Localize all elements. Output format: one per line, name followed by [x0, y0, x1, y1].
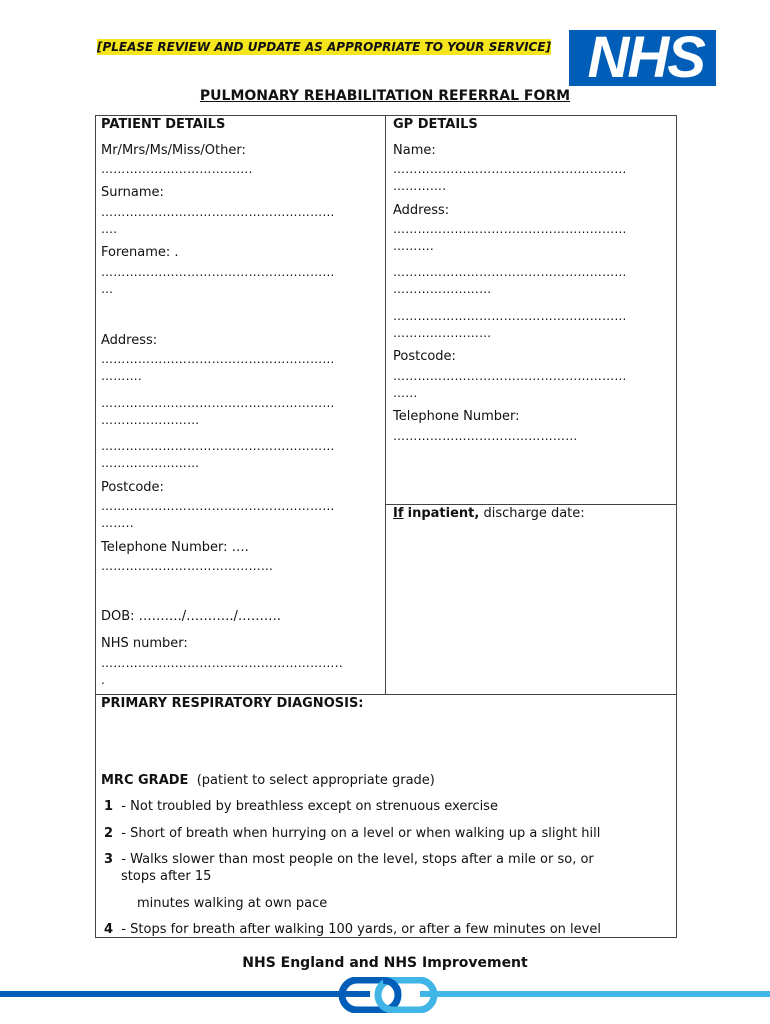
gp-name-field[interactable]: ………………………………………………… — [393, 162, 627, 176]
nhs-number-field-cont[interactable]: . — [101, 673, 106, 687]
title-field[interactable]: ………………………………. — [101, 162, 253, 176]
mrc-grade-text: - Stops for breath after walking 100 yards, or after a few minutes on level — [121, 922, 601, 937]
postcode-label: Postcode: — [101, 480, 164, 495]
postcode-field[interactable]: ………………………………………………… — [101, 499, 335, 513]
discharge-date-label: discharge date: — [483, 506, 585, 521]
diagnosis-field[interactable] — [97, 716, 675, 768]
diagnosis-heading: PRIMARY RESPIRATORY DIAGNOSIS: — [101, 696, 364, 711]
gp-telephone-label: Telephone Number: — [393, 409, 520, 424]
mrc-grade-3-cont: stops after 15 — [121, 869, 212, 884]
address-field-1[interactable]: ………………………………………………… — [101, 352, 335, 366]
nhs-number-field[interactable]: ………………………………………………….. — [101, 656, 343, 670]
gp-address-field-3-cont[interactable]: …………………… — [393, 326, 492, 340]
mrc-grade-3-cont2: minutes walking at own pace — [137, 896, 328, 911]
telephone-field[interactable]: …………………………………… — [101, 559, 274, 573]
title-label: Mr/Mrs/Ms/Miss/Other: — [101, 143, 246, 158]
mrc-heading-row — [101, 773, 435, 789]
nhs-logo: NHS — [569, 30, 716, 86]
gp-postcode-field[interactable]: ………………………………………………… — [393, 369, 627, 383]
footer-org: NHS England and NHS Improvement — [242, 955, 528, 971]
address-field-1-cont[interactable]: ………. — [101, 369, 143, 383]
mrc-grade-number: 4 — [104, 922, 114, 937]
gp-address-field-1[interactable]: ………………………………………………… — [393, 222, 627, 236]
gp-address-field-2[interactable]: ………………………………………………… — [393, 265, 627, 279]
gp-address-field-3[interactable]: ………………………………………………… — [393, 309, 627, 323]
forename-field[interactable]: ………………………………………………… — [101, 265, 335, 279]
mrc-grade-4[interactable] — [104, 922, 601, 938]
gp-address-label: Address: — [393, 203, 450, 218]
nhs-number-label: NHS number: — [101, 636, 188, 651]
gp-details-heading: GP DETAILS — [393, 117, 478, 132]
mrc-subheading: (patient to select appropriate grade) — [196, 773, 435, 788]
forename-field-cont[interactable]: … — [101, 282, 114, 296]
surname-field[interactable]: ………………………………………………… — [101, 205, 335, 219]
address-label: Address: — [101, 333, 158, 348]
mrc-grade-text: - Walks slower than most people on the level, stops after a mile or so, or — [121, 852, 594, 867]
surname-label: Surname: — [101, 185, 164, 200]
form-title: PULMONARY REHABILITATION REFERRAL FORM — [199, 88, 571, 104]
mrc-grade-text: - Not troubled by breathless except on strenuous exercise — [121, 799, 498, 814]
service-notice: [PLEASE REVIEW AND UPDATE AS APPROPRIATE TO YOUR SERVICE] — [97, 40, 552, 54]
gp-address-field-2-cont[interactable]: …………………… — [393, 282, 492, 296]
diagnosis-divider — [95, 694, 677, 695]
inpatient-discharge-label — [393, 506, 585, 522]
gp-address-field-1-cont[interactable]: ………. — [393, 239, 435, 253]
if-label: If — [393, 506, 404, 521]
chain-links-icon — [338, 977, 438, 1013]
patient-details-heading: PATIENT DETAILS — [101, 117, 226, 132]
inpatient-label: inpatient, — [407, 506, 480, 521]
mrc-grade-3[interactable] — [104, 852, 594, 868]
gp-name-field-cont[interactable]: …………. — [393, 179, 447, 193]
gp-postcode-label: Postcode: — [393, 349, 456, 364]
footer-band-light — [420, 991, 770, 997]
gp-postcode-field-cont[interactable]: …… — [393, 386, 418, 400]
gp-inpatient-divider — [385, 504, 677, 505]
mrc-grade-number: 1 — [104, 799, 114, 814]
mrc-grade-number: 3 — [104, 852, 114, 867]
mrc-grade-1[interactable] — [104, 799, 498, 815]
postcode-field-cont[interactable]: …….. — [101, 516, 134, 530]
address-field-3-cont[interactable]: …………………… — [101, 456, 200, 470]
column-divider — [385, 115, 386, 694]
address-field-2-cont[interactable]: …………………… — [101, 413, 200, 427]
gp-telephone-field[interactable]: ……………………………………… — [393, 429, 578, 443]
mrc-grade-text: - Short of breath when hurrying on a level or when walking up a slight hill — [121, 826, 601, 841]
dob-field[interactable]: DOB: ………./………../………. — [101, 609, 281, 624]
discharge-date-field[interactable] — [387, 530, 675, 690]
address-field-3[interactable]: ………………………………………………… — [101, 439, 335, 453]
gp-name-label: Name: — [393, 143, 436, 158]
address-field-2[interactable]: ………………………………………………… — [101, 396, 335, 410]
mrc-heading: MRC GRADE — [101, 773, 189, 788]
telephone-label: Telephone Number: …. — [101, 540, 249, 555]
surname-field-cont[interactable]: …. — [101, 222, 118, 236]
mrc-grade-2[interactable] — [104, 826, 600, 842]
forename-label: Forename: . — [101, 245, 179, 260]
footer-band-dark — [0, 991, 370, 997]
mrc-grade-number: 2 — [104, 826, 114, 841]
